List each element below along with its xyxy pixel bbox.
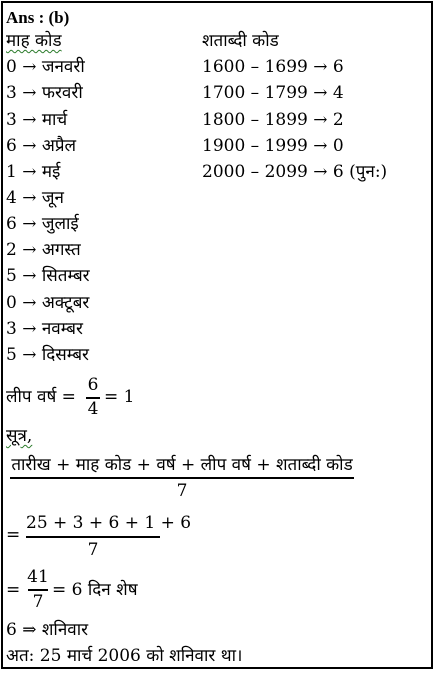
month-code-row: 5 → सितम्बर (6, 266, 90, 286)
equals-sign: = (6, 580, 21, 600)
equals-sign: = (6, 525, 21, 545)
day-result: 6 ⇒ शनिवार (6, 620, 89, 640)
fraction-bar (28, 589, 48, 591)
answer-label: Ans : (b) (6, 8, 70, 27)
month-code-row: 5 → दिसम्बर (6, 345, 89, 365)
leap-result: = 1 (104, 387, 135, 407)
month-code-row: 6 → अप्रैल (6, 136, 77, 156)
month-code-header: माह कोड (6, 31, 62, 51)
leap-numerator: 6 (87, 375, 99, 395)
century-code-row: 1600 – 1699 → 6 (202, 57, 344, 77)
fraction-bar (10, 477, 354, 479)
century-code-row: 2000 – 2099 → 6 (पुन:) (202, 162, 388, 182)
century-code-row: 1900 – 1999 → 0 (202, 136, 344, 156)
month-code-row: 3 → फरवरी (6, 83, 83, 103)
leap-denominator: 4 (87, 399, 99, 419)
formula-label: सूत्र, (6, 426, 33, 446)
century-code-row: 1700 – 1799 → 4 (202, 83, 344, 103)
formula-denominator: 7 (176, 481, 188, 501)
step1-numerator: 25 + 3 + 6 + 1 + 6 (26, 513, 192, 533)
month-code-row: 2 → अगस्त (6, 240, 81, 260)
formula-numerator: तारीख + माह कोड + वर्ष + लीप वर्ष + शताब्दी कोड (11, 455, 353, 475)
month-code-row: 0 → अक्टूबर (6, 293, 90, 313)
month-code-row: 3 → नवम्बर (6, 319, 83, 339)
month-code-row: 3 → मार्च (6, 110, 68, 130)
remainder-result: = 6 दिन शेष (52, 580, 138, 600)
month-code-row: 4 → जून (6, 188, 64, 208)
step2-numerator: 41 (27, 567, 49, 587)
step1-denominator: 7 (87, 540, 99, 560)
century-code-header: शताब्दी कोड (202, 31, 279, 51)
month-code-row: 0 → जनवरी (6, 57, 85, 77)
month-code-row: 1 → मई (6, 162, 61, 182)
century-code-row: 1800 – 1899 → 2 (202, 110, 344, 130)
leap-year-label: लीप वर्ष = (6, 387, 76, 407)
month-code-row: 6 → जुलाई (6, 214, 79, 234)
step2-denominator: 7 (32, 592, 44, 612)
fraction-bar (26, 536, 160, 538)
conclusion-text: अत: 25 मार्च 2006 को शनिवार था। (6, 646, 243, 666)
